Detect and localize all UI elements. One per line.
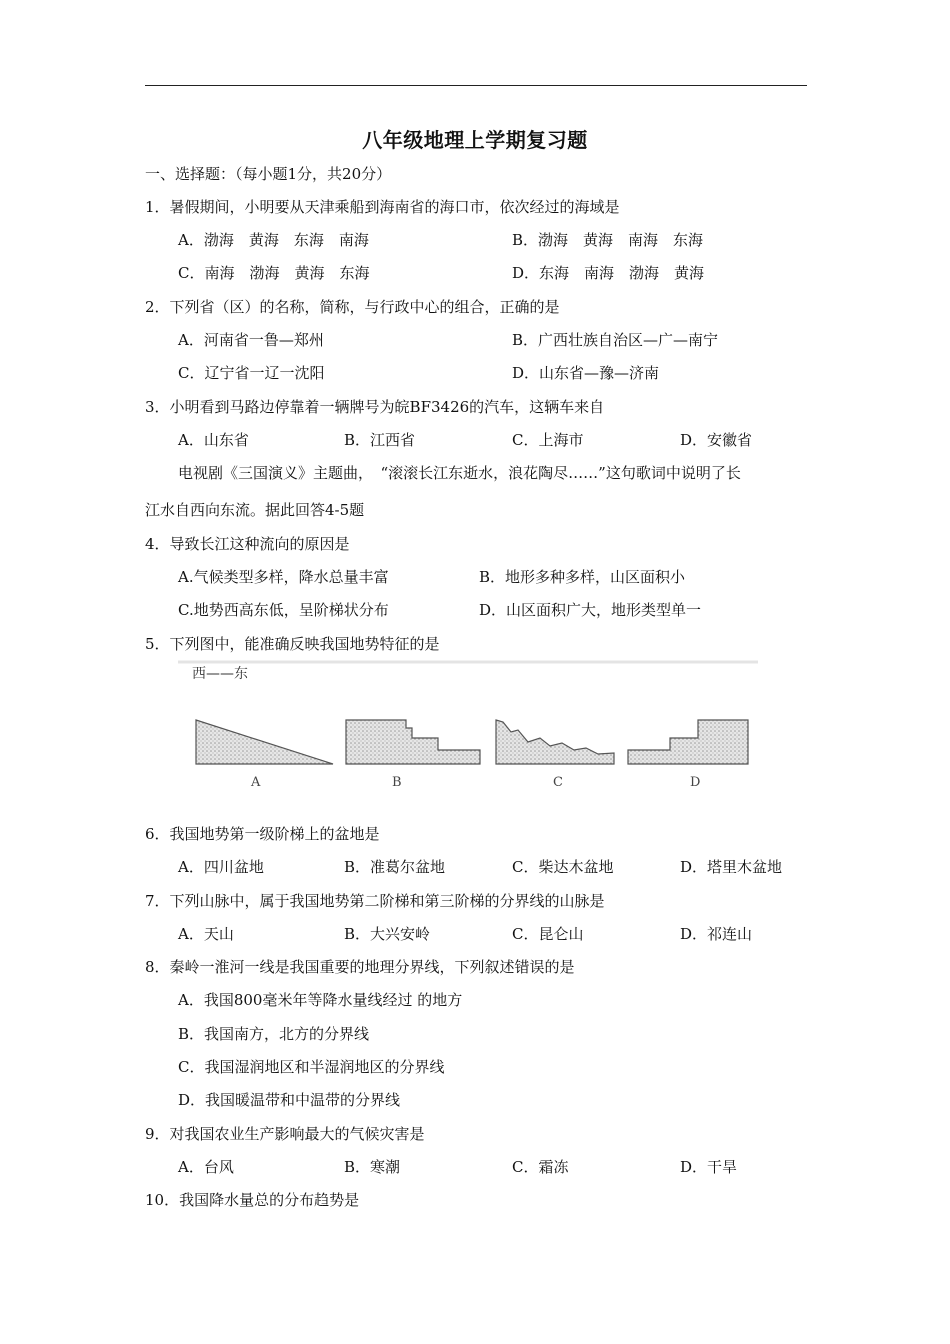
option-c: C.地势西高东低，呈阶梯状分布 bbox=[178, 601, 389, 619]
option-c: C．南海 渤海 黄海 东海 bbox=[178, 264, 370, 282]
option-c: C．上海市 bbox=[512, 431, 584, 449]
option-b: B．我国南方，北方的分界线 bbox=[178, 1025, 370, 1043]
profile-label-b: B bbox=[392, 775, 402, 790]
option-b: B．广西壮族自治区—广—南宁 bbox=[512, 331, 719, 349]
direction-label: 西——东 bbox=[192, 666, 248, 682]
option-b: B．准葛尔盆地 bbox=[344, 858, 446, 876]
option-d: D．我国暖温带和中温带的分界线 bbox=[178, 1091, 401, 1109]
profile-label-c: C bbox=[553, 775, 563, 790]
option-c: C．霜冻 bbox=[512, 1158, 569, 1176]
option-c: C．辽宁省一辽一沈阳 bbox=[178, 364, 325, 382]
section-heading: 一、选择题：（每小题1分，共20分） bbox=[145, 165, 392, 183]
question-stem: 5．下列图中，能准确反映我国地势特征的是 bbox=[145, 635, 440, 653]
question-stem: 8．秦岭一淮河一线是我国重要的地理分界线，下列叙述错误的是 bbox=[145, 958, 575, 976]
question-stem: 10．我国降水量总的分布趋势是 bbox=[145, 1191, 360, 1209]
question-stem: 3．小明看到马路边停靠着一辆牌号为皖BF3426的汽车，这辆车来自 bbox=[145, 398, 605, 416]
page-title: 八年级地理上学期复习题 bbox=[362, 128, 588, 152]
option-a: A.气候类型多样，降水总量丰富 bbox=[178, 568, 389, 586]
passage-line: 江水自西向东流。据此回答4-5题 bbox=[145, 501, 365, 519]
option-a: A．台风 bbox=[178, 1158, 234, 1176]
question-stem: 6．我国地势第一级阶梯上的盆地是 bbox=[145, 825, 380, 843]
terrain-profile-figure bbox=[178, 658, 758, 798]
question-stem: 9．对我国农业生产影响最大的气候灾害是 bbox=[145, 1125, 425, 1143]
option-d: D．干旱 bbox=[680, 1158, 738, 1176]
option-b: B．大兴安岭 bbox=[344, 925, 431, 943]
option-c: C．柴达木盆地 bbox=[512, 858, 614, 876]
question-stem: 7．下列山脉中，属于我国地势第二阶梯和第三阶梯的分界线的山脉是 bbox=[145, 892, 605, 910]
option-b: B．江西省 bbox=[344, 431, 416, 449]
passage-line: 电视剧《三国演义》主题曲， “滚滚长江东逝水，浪花陶尽……”这句歌词中说明了长 bbox=[178, 464, 741, 482]
option-d: D．祁连山 bbox=[680, 925, 753, 943]
profile-label-d: D bbox=[690, 775, 701, 790]
option-d: D．东海 南海 渤海 黄海 bbox=[512, 264, 705, 282]
option-c: C．昆仑山 bbox=[512, 925, 584, 943]
option-b: B．地形多种多样，山区面积小 bbox=[479, 568, 686, 586]
option-a: A．天山 bbox=[178, 925, 234, 943]
option-c: C．我国湿润地区和半湿润地区的分界线 bbox=[178, 1058, 445, 1076]
option-d: D．山区面积广大，地形类型单一 bbox=[479, 601, 702, 619]
question-stem: 1．暑假期间，小明要从天津乘船到海南省的海口市，依次经过的海域是 bbox=[145, 198, 620, 216]
option-b: B．渤海 黄海 南海 东海 bbox=[512, 231, 704, 249]
option-a: A．四川盆地 bbox=[178, 858, 264, 876]
option-d: D．安徽省 bbox=[680, 431, 753, 449]
option-a: A．河南省一鲁—郑州 bbox=[178, 331, 324, 349]
header-rule bbox=[145, 85, 807, 86]
profile-label-a: A bbox=[251, 775, 261, 790]
option-b: B．寒潮 bbox=[344, 1158, 401, 1176]
profile-c bbox=[496, 720, 614, 764]
question-stem: 2．下列省（区）的名称，简称，与行政中心的组合，正确的是 bbox=[145, 298, 560, 316]
option-d: D．山东省—豫—济南 bbox=[512, 364, 660, 382]
option-a: A．我国800毫米年等降水量线经过 的地方 bbox=[178, 991, 463, 1009]
profile-a bbox=[196, 720, 333, 764]
option-a: A．渤海 黄海 东海 南海 bbox=[178, 231, 369, 249]
question-stem: 4．导致长江这种流向的原因是 bbox=[145, 535, 350, 553]
option-a: A．山东省 bbox=[178, 431, 249, 449]
profile-d bbox=[628, 720, 748, 764]
option-d: D．塔里木盆地 bbox=[680, 858, 783, 876]
profile-b bbox=[346, 720, 480, 764]
